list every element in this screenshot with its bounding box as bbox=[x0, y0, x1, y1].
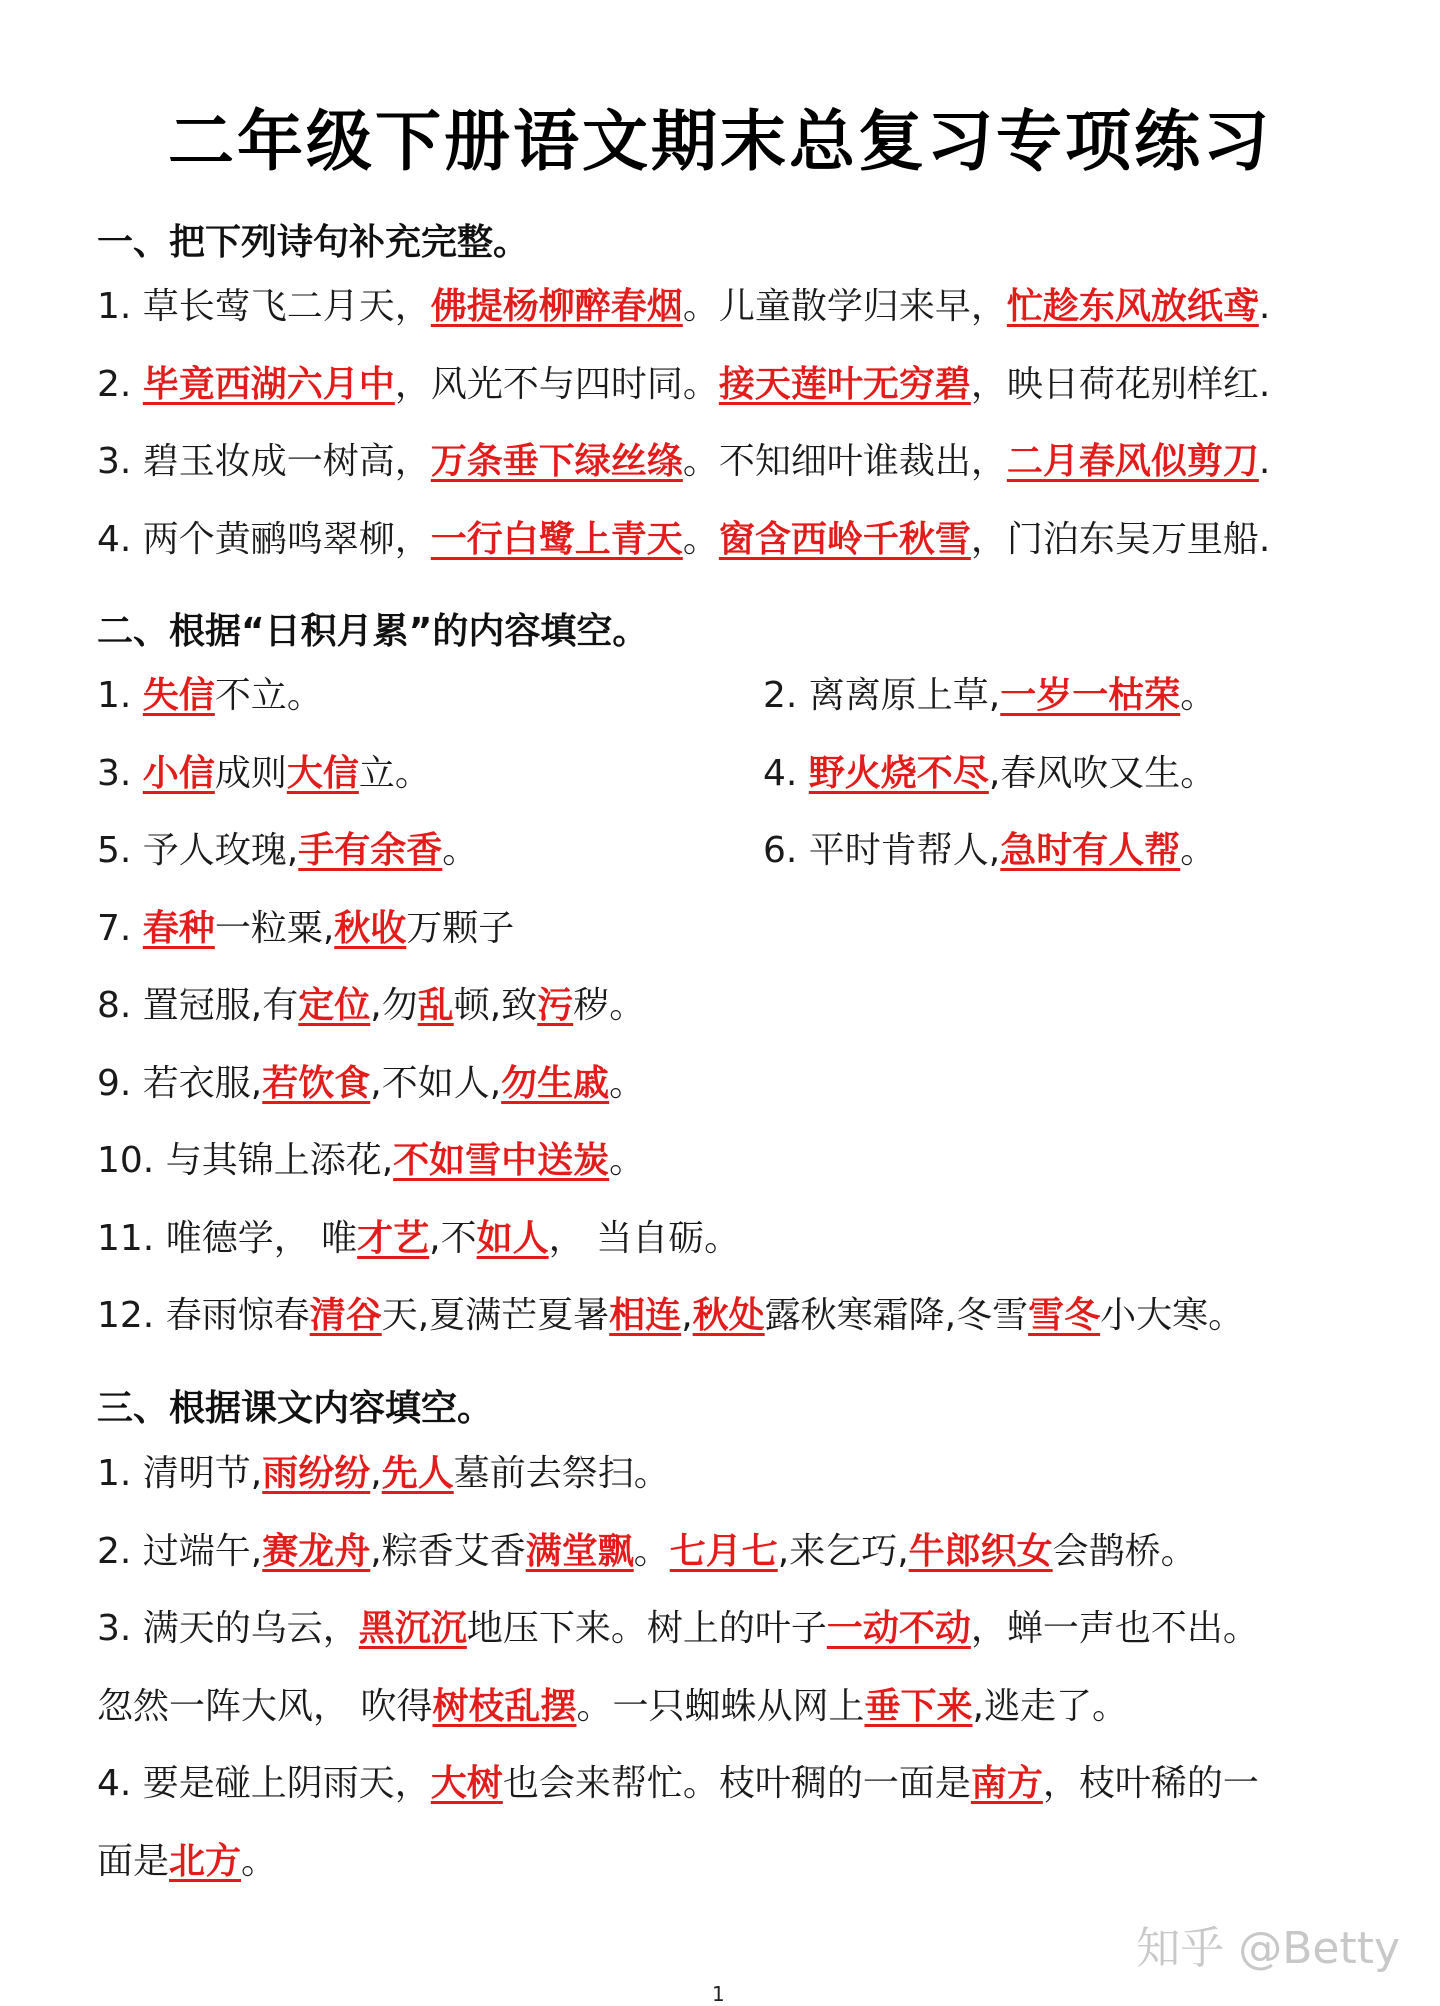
text-fill-line bbox=[97, 1761, 1259, 1807]
answer-text: 二月春风似剪刀 bbox=[1006, 441, 1259, 482]
answer-text: 窗含西岭千秋雪 bbox=[718, 518, 971, 560]
proverb-item bbox=[763, 673, 1216, 719]
question-text: 3. bbox=[97, 752, 143, 794]
question-text: 。 bbox=[682, 518, 719, 560]
proverb-item bbox=[97, 1138, 645, 1184]
question-text: ， 当自砺。 bbox=[548, 1217, 741, 1259]
question-text: 4. 两个黄鹂鸣翠柳， bbox=[97, 518, 431, 560]
question-text: , bbox=[370, 1453, 382, 1494]
question-text: 5. 予人玫瑰, bbox=[97, 830, 299, 871]
question-text: 忽然一阵大风， 吹得 bbox=[97, 1685, 433, 1727]
question-text: 一粒粟, bbox=[214, 907, 335, 949]
question-text: 10. 与其锦上添花, bbox=[97, 1140, 394, 1181]
question-text: 9. 若衣服, bbox=[97, 1062, 263, 1104]
answer-text: 野火烧不尽 bbox=[808, 752, 989, 794]
answer-text: 一动不动 bbox=[826, 1608, 971, 1649]
answer-text: 毕竟西湖六月中 bbox=[142, 363, 395, 405]
page-number: 1 bbox=[712, 1982, 725, 2006]
question-text: 。 bbox=[1180, 830, 1217, 871]
question-text: 小大寒。 bbox=[1100, 1295, 1245, 1336]
question-text: 地压下来。树上的叶子 bbox=[466, 1608, 827, 1649]
section-heading-3: 三、根据课文内容填空。 bbox=[97, 1388, 494, 1429]
question-text: ,不如人, bbox=[370, 1062, 502, 1104]
proverb-item bbox=[97, 1293, 1244, 1339]
question-text: 会鹊桥。 bbox=[1052, 1530, 1197, 1572]
question-text: 11. 唯德学， 唯 bbox=[97, 1217, 358, 1259]
answer-text: 一行白鹭上青天 bbox=[430, 518, 683, 560]
watermark: 知乎 @Betty bbox=[1136, 1923, 1400, 1974]
answer-text: 牛郎织女 bbox=[908, 1530, 1053, 1572]
poem-line bbox=[97, 439, 1270, 485]
answer-text: 赛龙舟 bbox=[262, 1530, 371, 1572]
answer-text: 如人 bbox=[476, 1217, 549, 1259]
question-text: 秽。 bbox=[573, 985, 646, 1026]
question-text: 1. bbox=[97, 675, 143, 716]
question-text: 。 bbox=[633, 1530, 670, 1572]
poem-line bbox=[97, 517, 1270, 563]
question-text: 8. 置冠服,有 bbox=[97, 985, 299, 1026]
question-text: ,来乞巧, bbox=[777, 1530, 909, 1572]
question-text: ，枝叶稀的一 bbox=[1042, 1763, 1259, 1804]
answer-text: 雪冬 bbox=[1028, 1295, 1101, 1336]
question-text: . bbox=[1258, 286, 1271, 327]
question-text: 也会来帮忙。枝叶稠的一面是 bbox=[502, 1763, 971, 1804]
answer-text: 一岁一枯荣 bbox=[1000, 675, 1181, 716]
answer-text: 万条垂下绿丝绦 bbox=[430, 441, 683, 482]
answer-text: 乱 bbox=[417, 985, 454, 1026]
answer-text: 失信 bbox=[142, 675, 215, 716]
answer-text: 秋处 bbox=[692, 1295, 765, 1336]
question-text: 7. bbox=[97, 907, 143, 949]
answer-text: 相连 bbox=[609, 1295, 682, 1336]
question-text: 面是 bbox=[97, 1840, 170, 1882]
answer-text: 垂下来 bbox=[864, 1685, 973, 1727]
answer-text: 勿生戚 bbox=[501, 1062, 610, 1104]
answer-text: 小信 bbox=[142, 752, 215, 794]
proverb-item bbox=[97, 983, 645, 1029]
question-text: . bbox=[1258, 441, 1271, 482]
answer-text: 才艺 bbox=[357, 1217, 430, 1259]
question-text: 。儿童散学归来早， bbox=[682, 286, 1007, 327]
question-text: . bbox=[1258, 363, 1271, 405]
question-text: 3. 碧玉妆成一树高， bbox=[97, 441, 431, 482]
proverb-item bbox=[763, 751, 1216, 797]
question-text: ，映日荷花别样红 bbox=[970, 363, 1259, 405]
question-text: 。一只蜘蛛从网上 bbox=[576, 1685, 865, 1727]
question-text: 露秋寒霜降,冬雪 bbox=[764, 1295, 1029, 1336]
answer-text: 佛提杨柳醉春烟 bbox=[430, 286, 683, 327]
question-text: ,勿 bbox=[370, 985, 418, 1026]
answer-text: 南方 bbox=[970, 1763, 1043, 1804]
question-text: 4. 要是碰上阴雨天， bbox=[97, 1763, 431, 1804]
answer-text: 大信 bbox=[286, 752, 359, 794]
answer-text: 接天莲叶无穷碧 bbox=[718, 363, 971, 405]
answer-text: 忙趁东风放纸鸢 bbox=[1006, 286, 1259, 327]
question-text: ,不 bbox=[429, 1217, 477, 1259]
question-text: , bbox=[681, 1295, 693, 1336]
question-text: ,春风吹又生。 bbox=[988, 752, 1217, 794]
question-text: 墓前去祭扫。 bbox=[453, 1453, 670, 1494]
question-text: 4. bbox=[763, 752, 809, 794]
answer-text: 不如雪中送炭 bbox=[393, 1140, 610, 1181]
question-text: 12. 春雨惊春 bbox=[97, 1295, 310, 1336]
question-text: 万颗子 bbox=[406, 907, 515, 949]
text-fill-line bbox=[97, 1451, 670, 1497]
text-fill-line bbox=[97, 1839, 277, 1885]
section-heading-2: 二、根据“日积月累”的内容填空。 bbox=[97, 611, 649, 652]
answer-text: 北方 bbox=[169, 1840, 242, 1882]
proverb-item bbox=[97, 828, 478, 874]
proverb-item bbox=[97, 906, 514, 952]
poem-line bbox=[97, 284, 1270, 330]
text-fill-line bbox=[97, 1529, 1197, 1575]
question-text: 天,夏满芒夏暑 bbox=[381, 1295, 610, 1336]
question-text: 。 bbox=[609, 1140, 646, 1181]
question-text: 2. 离离原上草, bbox=[763, 675, 1001, 716]
question-text: 2. 过端午, bbox=[97, 1530, 263, 1572]
poem-line bbox=[97, 362, 1270, 408]
answer-text: 春种 bbox=[142, 907, 215, 949]
proverb-item bbox=[97, 673, 323, 719]
answer-text: 先人 bbox=[381, 1453, 454, 1494]
question-text: 。不知细叶谁裁出， bbox=[682, 441, 1007, 482]
question-text: ,逃走了。 bbox=[972, 1685, 1128, 1727]
proverb-item bbox=[97, 1061, 645, 1107]
question-text: ,粽香艾香 bbox=[370, 1530, 526, 1572]
answer-text: 清谷 bbox=[309, 1295, 382, 1336]
question-text: 顿,致 bbox=[453, 985, 538, 1026]
answer-text: 定位 bbox=[298, 985, 371, 1026]
question-text: 成则 bbox=[214, 752, 287, 794]
answer-text: 手有余香 bbox=[298, 830, 443, 871]
proverb-item bbox=[763, 828, 1216, 874]
page-title: 二年级下册语文期末总复习专项练习 bbox=[168, 103, 1272, 180]
answer-text: 满堂飘 bbox=[525, 1530, 634, 1572]
question-text: 。 bbox=[241, 1840, 278, 1882]
answer-text: 污 bbox=[537, 985, 574, 1026]
answer-text: 树枝乱摆 bbox=[432, 1685, 577, 1727]
question-text: 2. bbox=[97, 363, 143, 405]
answer-text: 急时有人帮 bbox=[1000, 830, 1181, 871]
question-text: . bbox=[1258, 518, 1271, 560]
question-text: ，蝉一声也不出。 bbox=[970, 1608, 1259, 1649]
question-text: 不立。 bbox=[214, 675, 323, 716]
question-text: 1. 清明节, bbox=[97, 1453, 263, 1494]
question-text: 。 bbox=[1180, 675, 1217, 716]
answer-text: 雨纷纷 bbox=[262, 1453, 371, 1494]
question-text: 3. 满天的乌云， bbox=[97, 1608, 359, 1649]
answer-text: 大树 bbox=[430, 1763, 503, 1804]
text-fill-line bbox=[97, 1606, 1259, 1652]
question-text: 立。 bbox=[358, 752, 431, 794]
text-fill-line bbox=[97, 1684, 1128, 1730]
proverb-item bbox=[97, 751, 431, 797]
section-heading-1: 一、把下列诗句补充完整。 bbox=[97, 222, 530, 263]
proverb-item bbox=[97, 1216, 740, 1262]
question-text: ，门泊东吴万里船 bbox=[970, 518, 1259, 560]
question-text: 。 bbox=[442, 830, 479, 871]
question-text: 6. 平时肯帮人, bbox=[763, 830, 1001, 871]
question-text: ，风光不与四时同。 bbox=[394, 363, 719, 405]
answer-text: 七月七 bbox=[669, 1530, 778, 1572]
answer-text: 若饮食 bbox=[262, 1062, 371, 1104]
question-text: 1. 草长莺飞二月天， bbox=[97, 286, 431, 327]
question-text: 。 bbox=[609, 1062, 646, 1104]
answer-text: 秋收 bbox=[334, 907, 407, 949]
answer-text: 黑沉沉 bbox=[358, 1608, 467, 1649]
